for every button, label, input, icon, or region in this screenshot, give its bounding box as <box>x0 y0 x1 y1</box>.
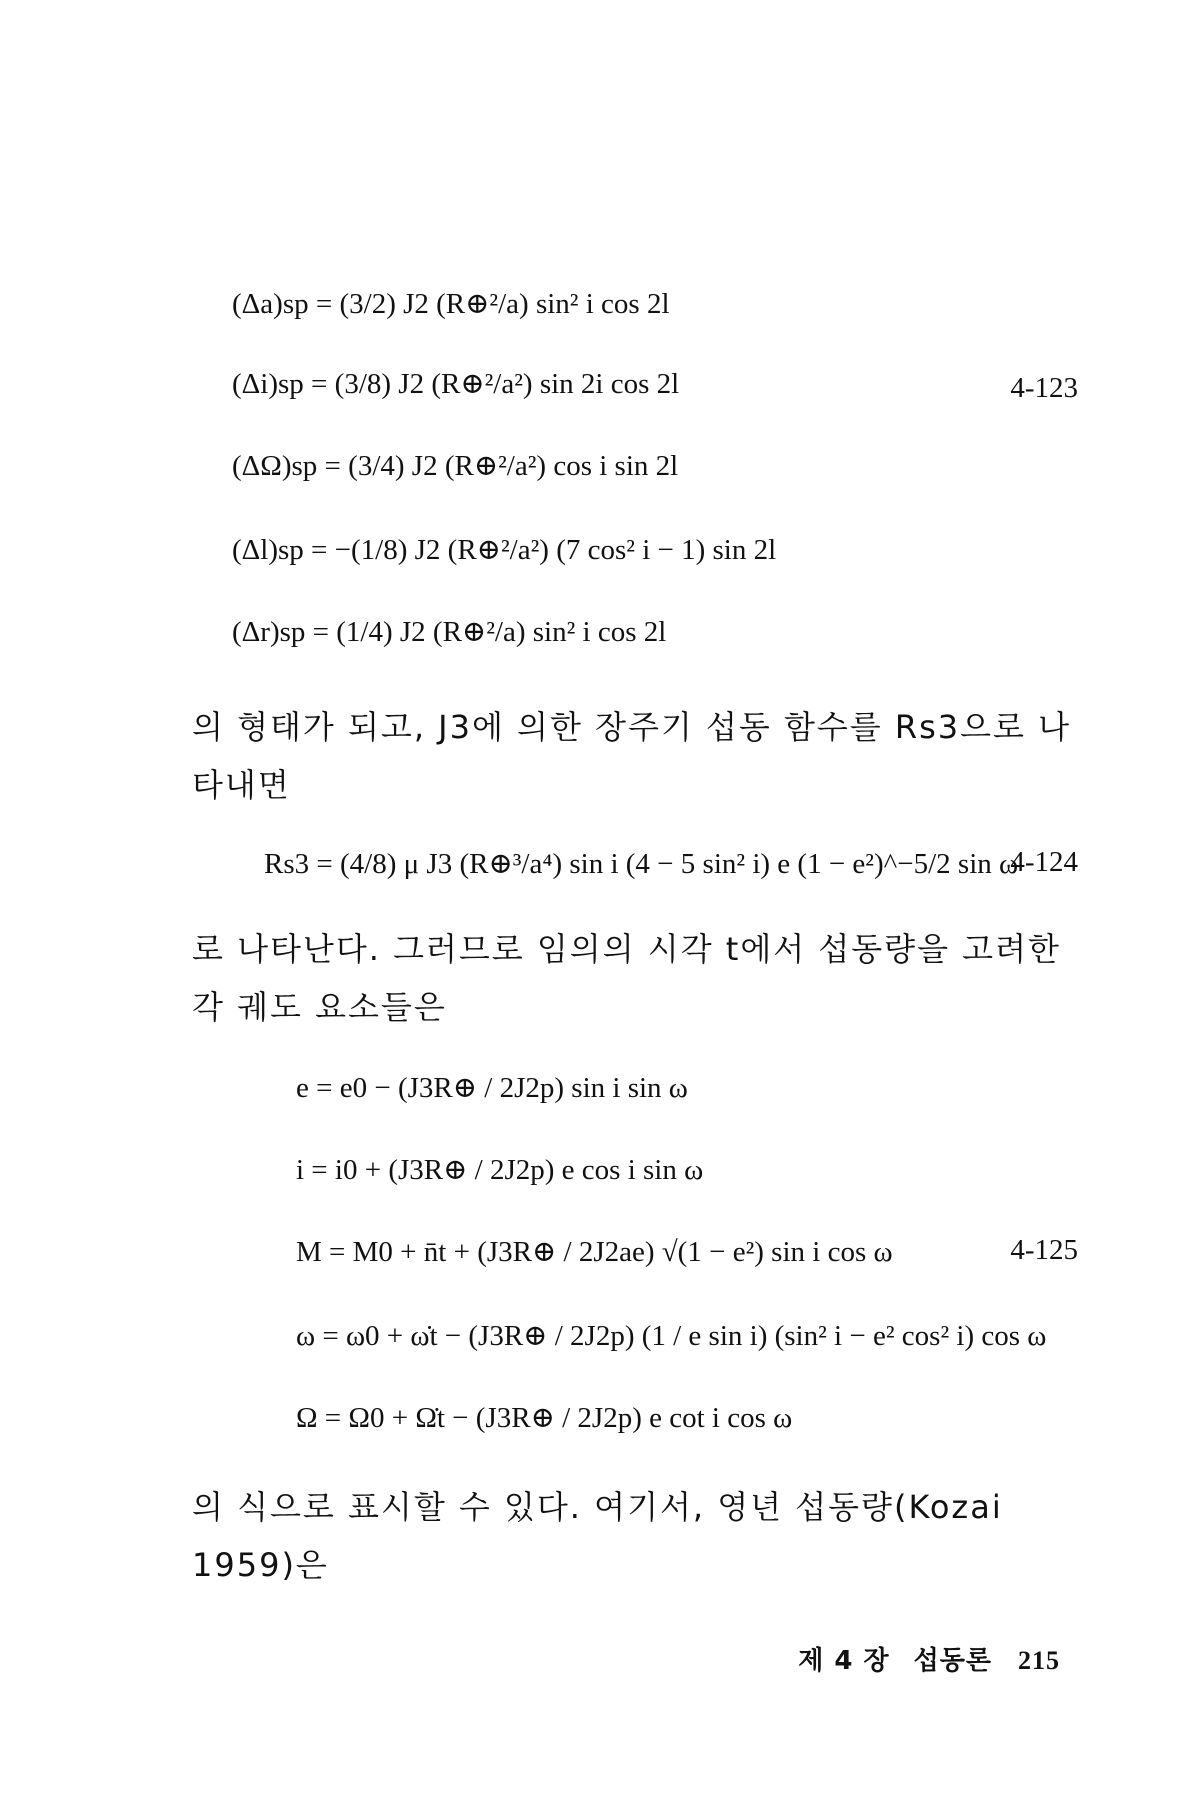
equation-omega-node: Ω = Ω0 + Ω̇t − (J3R⊕ / 2J2p) e cot i cos ω <box>296 1402 793 1434</box>
equation-number: 4-123 <box>1010 372 1078 404</box>
equation-delta-r: (Δr)sp = (1/4) J2 (R⊕²/a) sin² i cos 2l <box>232 616 667 648</box>
body-paragraph-3: 의 식으로 표시할 수 있다. 여기서, 영년 섭동량(Kozai 1959)은 <box>192 1488 1003 1584</box>
body-paragraph-1: 의 형태가 되고, J3에 의한 장주기 섭동 함수를 Rs3으로 나타내면 <box>192 708 1072 804</box>
body-paragraph-2: 로 나타난다. 그러므로 임의의 시각 t에서 섭동량을 고려한 각 궤도 요소들은 <box>192 930 1061 1026</box>
equation-e: e = e0 − (J3R⊕ / 2J2p) sin i sin ω <box>296 1072 688 1104</box>
equation-rs3: Rs3 = (4/8) μ J3 (R⊕³/a⁴) sin i (4 − 5 sin² i) e (1 − e²)^−5/2 sin ω <box>264 848 1019 880</box>
equation-number: 4-124 <box>1010 846 1078 878</box>
page-footer <box>798 1640 1060 1677</box>
equation-m: M = M0 + n̄t + (J3R⊕ / 2J2ae) √(1 − e²) sin i cos ω <box>296 1236 893 1268</box>
footer-chapter: 제 4 장 <box>798 1646 890 1676</box>
equation-delta-a: (Δa)sp = (3/2) J2 (R⊕²/a) sin² i cos 2l <box>232 288 670 320</box>
equation-i: i = i0 + (J3R⊕ / 2J2p) e cos i sin ω <box>296 1154 704 1186</box>
equation-omega: ω = ω0 + ω̇t − (J3R⊕ / 2J2p) (1 / e sin i) (sin² i − e² cos² i) cos ω <box>296 1320 1047 1352</box>
equation-number: 4-125 <box>1010 1234 1078 1266</box>
equation-delta-l: (Δl)sp = −(1/8) J2 (R⊕²/a²) (7 cos² i − 1) sin 2l <box>232 534 777 566</box>
equation-delta-omega-node: (ΔΩ)sp = (3/4) J2 (R⊕²/a²) cos i sin 2l <box>232 450 679 482</box>
page-number: 215 <box>1018 1646 1060 1675</box>
equation-delta-i: (Δi)sp = (3/8) J2 (R⊕²/a²) sin 2i cos 2l <box>232 368 680 400</box>
footer-chapter-title: 섭동론 <box>913 1646 992 1676</box>
